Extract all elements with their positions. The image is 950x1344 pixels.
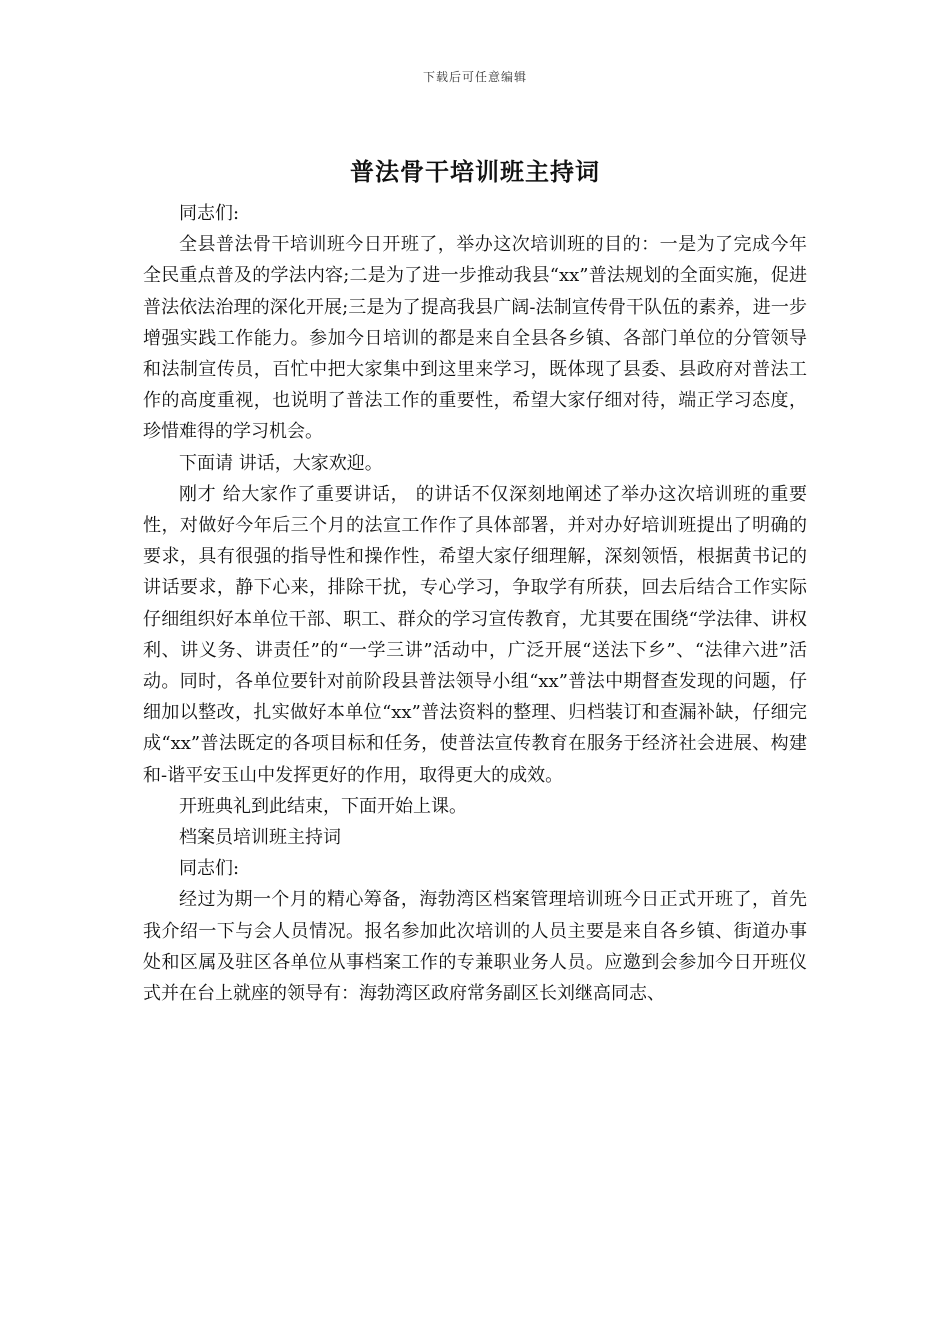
body-paragraph: 开班典礼到此结束，下面开始上课。 (179, 795, 467, 817)
body-paragraph: 经过为期一个月的精心筹备，海勃湾区档案管理培训班今日正式开班了，首先我介绍一下与会人员情况。报名参加此次培训的人员主要是来自各乡镇、街道办事处和区属及驻区各单位从事档案工作的专兼职业务人员。应邀到会参加今日开班仪式并在台上就座的领导有：海勃湾区政府常务副区长刘继高同志、 (143, 889, 807, 1005)
salutation-paragraph: 同志们: (179, 203, 240, 224)
section-heading: 档案员培训班主持词 (179, 827, 341, 849)
body-paragraph: 下面请 讲话，大家欢迎。 (179, 452, 383, 474)
body-paragraph: 全县普法骨干培训班今日开班了，举办这次培训班的目的：一是为了完成今年全民重点普及的学法内容;二是为了进一步推动我县“xx”普法规划的全面实施，促进普法依法治理的深化开展;三是为了提高我县广阔-法制宣传骨干队伍的素养，进一步增强实践工作能力。参加今日培训的都是来自全县各乡镇、各部门单位的分管领导和法制宣传员，百忙中把大家集中到这里来学习，既体现了县委、县政府对普法工作的高度重视，也说明了普法工作的重要性，希望大家仔细对待，端正学习态度，珍惜难得的学习机会。 (143, 234, 807, 443)
document-body (143, 198, 807, 1009)
body-paragraph: 刚才 给大家作了重要讲话， 的讲话不仅深刻地阐述了举办这次培训班的重要性，对做好今年后三个月的法宣工作作了具体部署，并对办好培训班提出了明确的要求，具有很强的指导性和操作性，希望大家仔细理解，深刻领悟，根据黄书记的讲话要求，静下心来，排除干扰，专心学习，争取学有所获，回去后结合工作实际仔细组织好本单位干部、职工、群众的学习宣传教育，尤其要在围绕“学法律、讲权利、讲义务、讲责任”的“一学三讲”活动中，广泛开展“送法下乡”、“法律六进”活动。同时，各单位要针对前阶段县普法领导小组“xx”普法中期督查发现的问题，仔细加以整改，扎实做好本单位“xx”普法资料的整理、归档装订和查漏补缺，仔细完成“xx”普法既定的各项目标和任务，使普法宣传教育在服务于经济社会进展、构建和-谐平安玉山中发挥更好的作用，取得更大的成效。 (143, 483, 807, 786)
header-note: 下载后可任意编辑 (422, 70, 527, 84)
salutation-paragraph: 同志们: (179, 858, 240, 880)
document-title: 普法骨干培训班主持词 (350, 157, 600, 186)
